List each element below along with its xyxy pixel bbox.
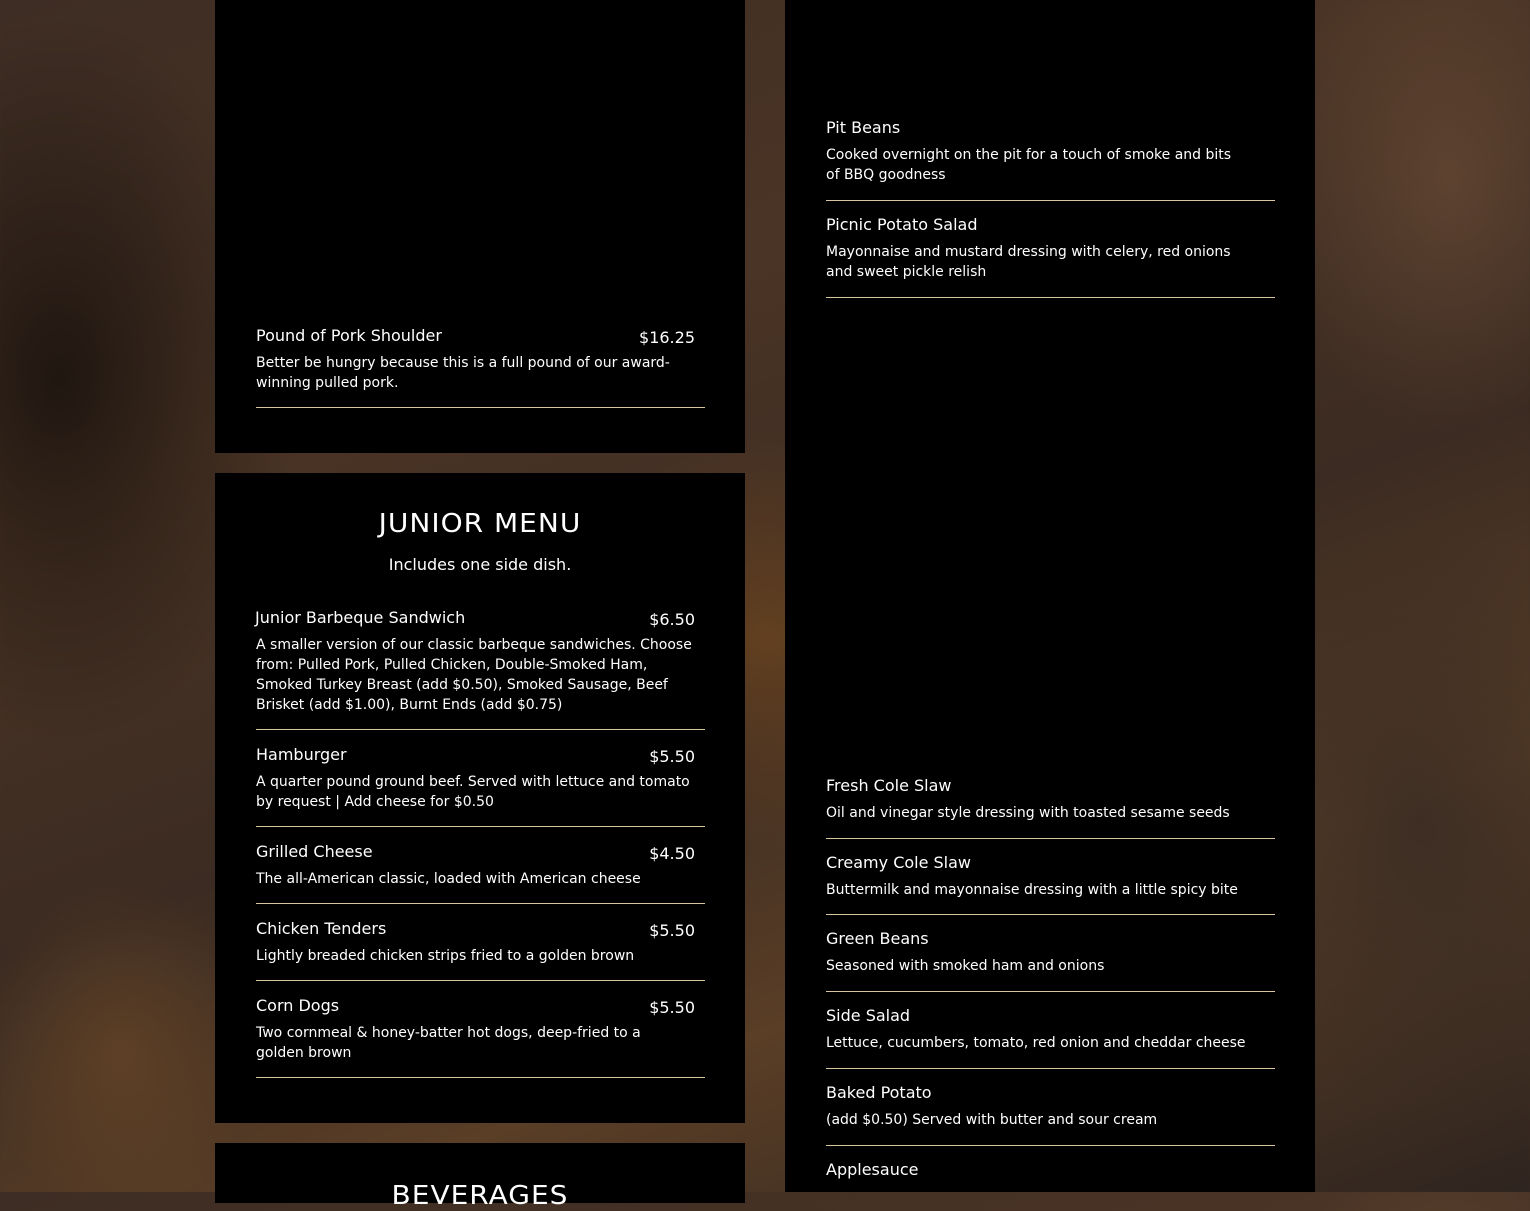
section-subtitle: Includes one side dish.: [388, 555, 572, 574]
item-price: $16.25: [639, 328, 695, 347]
divider: [256, 407, 705, 408]
section-title: BEVERAGES: [391, 1180, 569, 1211]
divider: [256, 826, 705, 827]
item-name: Junior Barbeque Sandwich: [255, 608, 466, 627]
item-description: Lettuce, cucumbers, tomato, red onion and cheddar cheese: [826, 1035, 1246, 1051]
item-name: Corn Dogs: [256, 996, 340, 1015]
item-description: A smaller version of our classic barbeque sandwiches. Choose from: Pulled Pork, Pulled Chicken, Double-Smoked Ham, Smoked Turkey Breast (add $0.50), Smoked Sausage, Beef Brisket (add $1.00), Burnt Ends (add $0.75): [256, 637, 692, 713]
item-name: Grilled Cheese: [256, 842, 373, 861]
item-price: $5.50: [649, 747, 695, 766]
item-price: $4.50: [649, 844, 695, 863]
beverages-panel: [215, 1143, 745, 1211]
item-description: Oil and vinegar style dressing with toasted sesame seeds: [826, 805, 1230, 821]
item-name: Pit Beans: [826, 118, 901, 137]
item-name: Baked Potato: [826, 1083, 932, 1102]
item-description: Lightly breaded chicken strips fried to a golden brown: [256, 948, 635, 964]
item-name: Hamburger: [256, 745, 347, 764]
divider: [256, 980, 705, 981]
section-title: JUNIOR MENU: [378, 508, 582, 539]
item-price: $5.50: [649, 921, 695, 940]
item-name: Chicken Tenders: [256, 919, 387, 938]
item-description: Seasoned with smoked ham and onions: [826, 958, 1105, 974]
item-description: The all-American classic, loaded with American cheese: [256, 871, 641, 887]
junior-menu-panel: [215, 473, 745, 1123]
item-description: A quarter pound ground beef. Served with lettuce and tomato by request | Add cheese for $0.50: [256, 774, 690, 810]
item-description: (add $0.50) Served with butter and sour cream: [826, 1112, 1158, 1128]
item-name: Pound of Pork Shoulder: [256, 326, 442, 345]
divider: [826, 200, 1275, 201]
item-name: Side Salad: [826, 1006, 911, 1025]
divider: [256, 1077, 705, 1078]
item-name: Green Beans: [826, 929, 929, 948]
divider: [826, 991, 1275, 992]
item-name: Fresh Cole Slaw: [826, 776, 952, 795]
pork-panel: [215, 0, 745, 453]
item-description: Mayonnaise and mustard dressing with celery, red onions and sweet pickle relish: [826, 244, 1231, 280]
divider: [826, 838, 1275, 839]
item-name: Creamy Cole Slaw: [826, 853, 972, 872]
divider: [826, 914, 1275, 915]
divider: [826, 297, 1275, 298]
item-description: Cooked overnight on the pit for a touch of smoke and bits of BBQ goodness: [826, 147, 1232, 183]
item-name: Applesauce: [826, 1160, 919, 1179]
item-name: Picnic Potato Salad: [826, 215, 978, 234]
item-price: $5.50: [649, 998, 695, 1017]
item-price: $6.50: [649, 610, 695, 629]
item-description: Buttermilk and mayonnaise dressing with a little spicy bite: [826, 882, 1238, 898]
sides-panel: [785, 0, 1315, 1192]
divider: [256, 903, 705, 904]
item-description: Two cornmeal & honey-batter hot dogs, deep-fried to a golden brown: [256, 1025, 641, 1061]
divider: [826, 1068, 1275, 1069]
divider: [826, 1145, 1275, 1146]
divider: [256, 729, 705, 730]
item-description: Better be hungry because this is a full pound of our award-winning pulled pork.: [256, 355, 670, 391]
